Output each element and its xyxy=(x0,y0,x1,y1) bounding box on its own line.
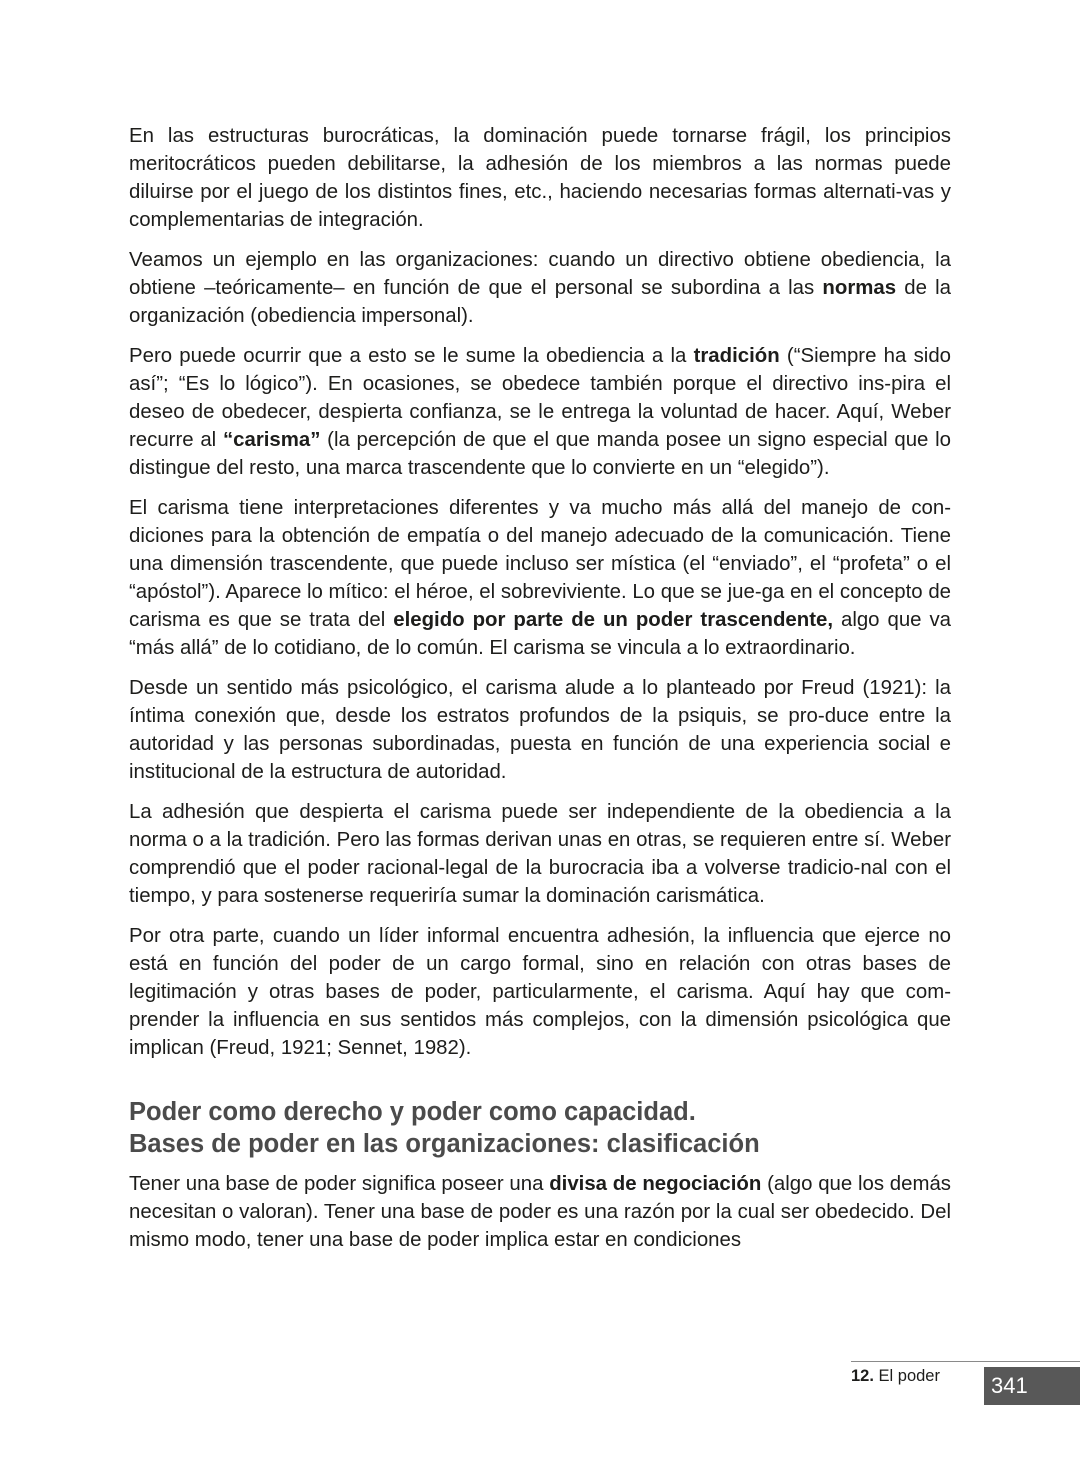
section-heading-line-2: Bases de poder en las organizaciones: clasificación xyxy=(129,1130,760,1158)
paragraph: Pero puede ocurrir que a esto se le sume la obediencia a la tradición (“Siempre ha sido así”; “Es lo lógico”). En ocasiones, se obedece también porque el directivo ins-pira el deseo de obedecer, despierta confianza, se le entrega la voluntad de hacer. Aquí, Weber recurre al “carisma” (la percepción de que el que manda posee un signo especial que lo distingue del resto, una marca trascendente que lo convierte en un “elegido”). xyxy=(129,345,952,479)
paragraph: Veamos un ejemplo en las organizaciones: cuando un directivo obtiene obediencia, la obtiene –teóricamente– en función de que el personal se subordina a las normas de la organización (obediencia impersonal). xyxy=(129,249,951,327)
footer-chapter xyxy=(851,1366,949,1386)
footer-rule xyxy=(851,1361,1080,1362)
paragraph: El carisma tiene interpretaciones diferentes y va mucho más allá del manejo de con-diciones para la obtención de empatía o del manejo adecuado de la comunicación. Tiene una dimensión trascendente, que puede incluso ser mística (el “enviado”, el “profeta” o el “apóstol”). Aparece lo mítico: el héroe, el sobreviviente. Lo que se jue-ga en el concepto de carisma es que se trata del elegido por parte de un poder trascendente, algo que va “más allá” de lo cotidiano, de lo común. El carisma se vincula a lo extraordinario. xyxy=(129,497,951,659)
emphasis-tradicion: tradición xyxy=(693,345,780,367)
page-content xyxy=(129,122,951,1266)
paragraph: Desde un sentido más psicológico, el carisma alude a lo planteado por Freud (1921): la íntima conexión que, desde los estratos profundos de la psiquis, se pro-duce entre la autoridad y las personas subordinadas, puesta en función de una experiencia social e institucional de la estructura de autoridad. xyxy=(129,677,951,783)
emphasis-divisa: divisa de negociación xyxy=(549,1173,762,1195)
paragraph: Por otra parte, cuando un líder informal encuentra adhesión, la influencia que ejerce no está en función del poder de un cargo formal, sino en relación con otras bases de legitimación y otras bases de poder, particularmente, el carisma. Aquí hay que com-prender la influencia en sus sentidos más complejos, con la dimensión psicológica que implican (Freud, 1921; Sennet, 1982). xyxy=(129,925,951,1059)
page-number: 341 xyxy=(984,1367,1080,1405)
emphasis-normas: normas xyxy=(822,277,897,299)
chapter-number: 12. xyxy=(851,1367,874,1385)
section-heading-line-1: Poder como derecho y poder como capacidad. xyxy=(129,1098,696,1126)
paragraph: La adhesión que despierta el carisma puede ser independiente de la obediencia a la norma o a la tradición. Pero las formas derivan unas en otras, se requieren entre sí. Weber comprendió que el poder racional-legal de la burocracia iba a volverse tradicio-nal con el tiempo, y para sostenerse requeriría sumar la dominación carismática. xyxy=(129,801,951,907)
section-heading xyxy=(129,1096,951,1160)
paragraph: Tener una base de poder significa poseer una divisa de negociación (algo que los demás necesitan o valoran). Tener una base de poder es una razón por la cual ser obedecido. Del mismo modo, tener una base de poder implica estar en condiciones xyxy=(129,1173,952,1251)
emphasis-carisma: “carisma” xyxy=(222,429,321,451)
chapter-title: El poder xyxy=(873,1367,940,1385)
emphasis-elegido: elegido por parte de un poder trascendente, xyxy=(393,609,834,631)
paragraph: En las estructuras burocráticas, la dominación puede tornarse frágil, los principios meritocráticos pueden debilitarse, la adhesión de los miembros a las normas puede diluirse por el juego de los distintos fines, etc., haciendo necesarias formas alternati-vas y complementarias de integración. xyxy=(129,125,951,231)
